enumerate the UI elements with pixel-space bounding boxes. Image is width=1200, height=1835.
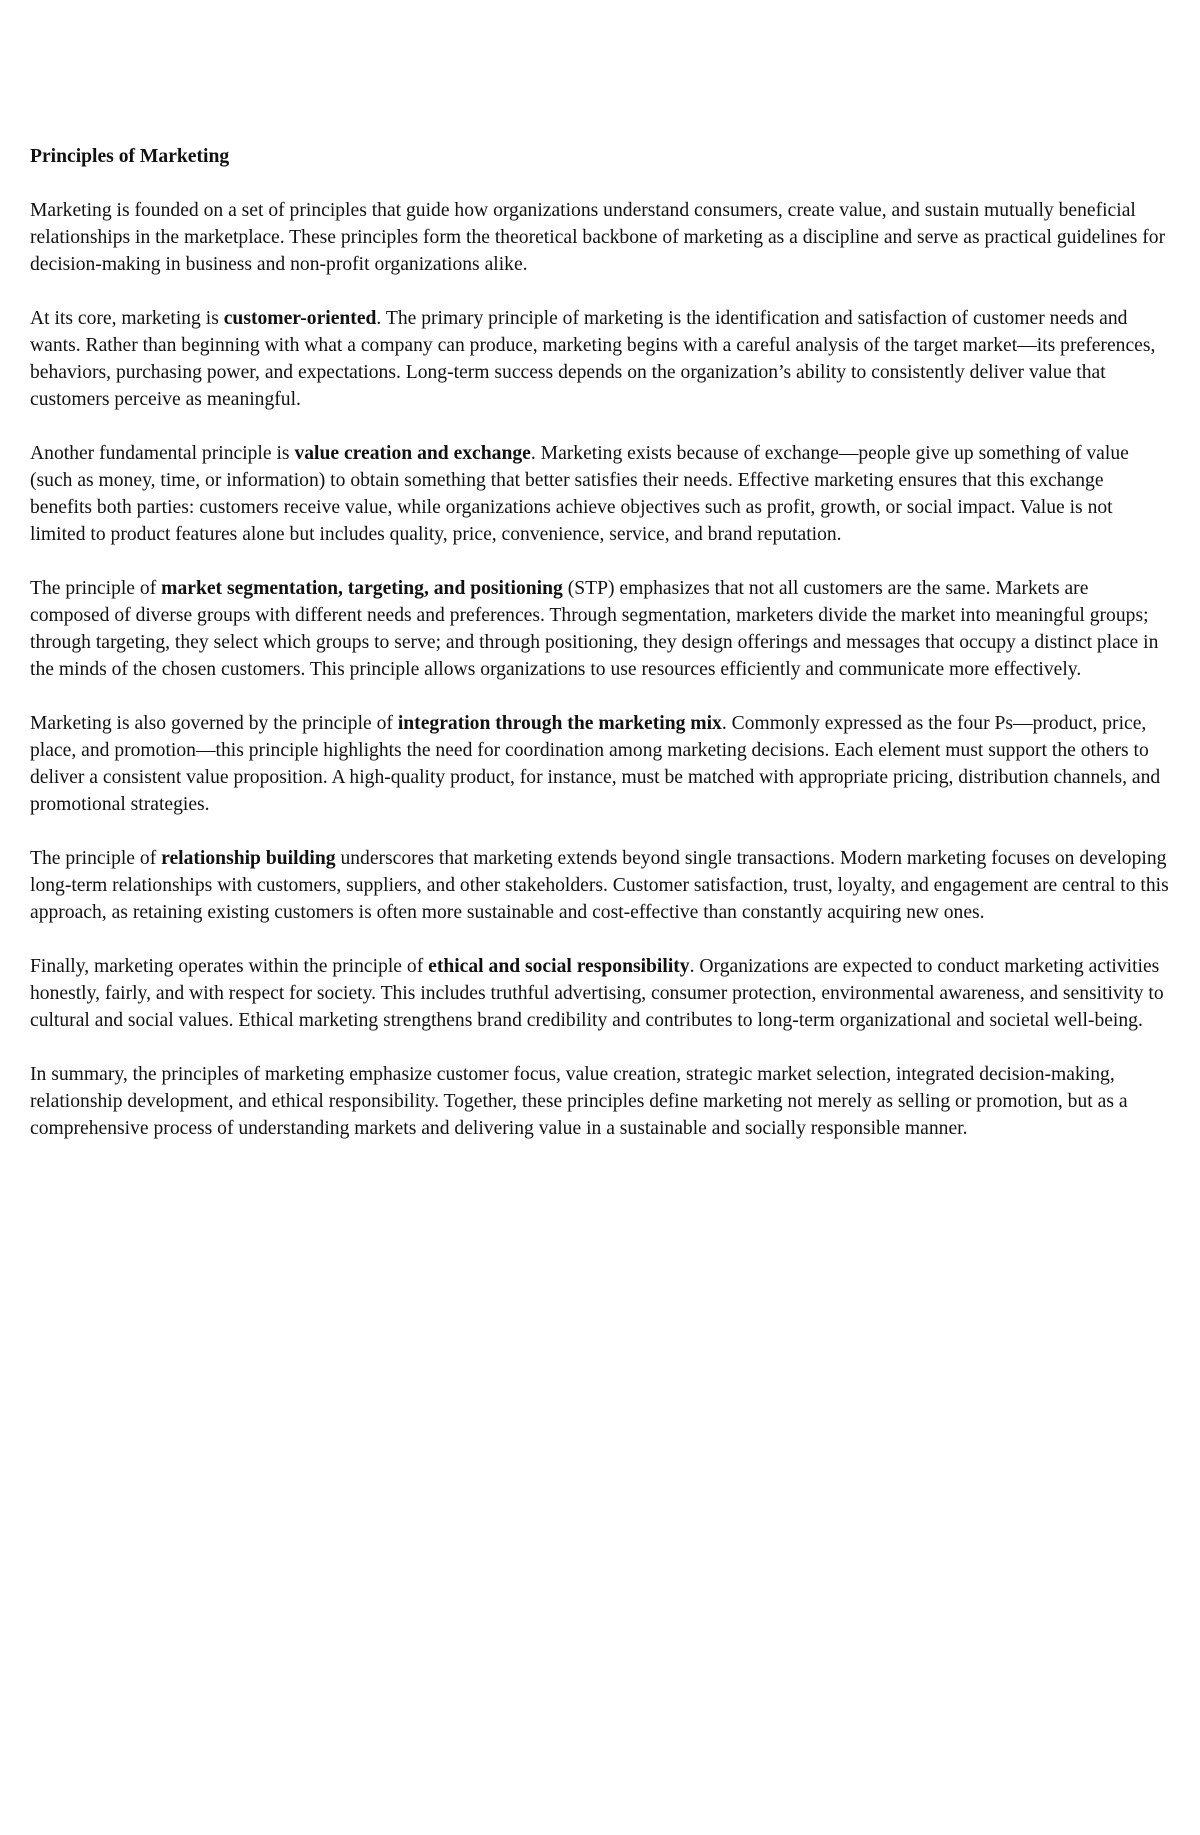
paragraph-text: In summary, the principles of marketing emphasize customer focus, value creation, strategic market selection, integrated decision-making, relationship development, and ethical responsibility. Together, these principles define marketing not merely as selling or promotion, but as a comprehensive process of understanding markets and delivering value in a sustainable and socially responsible manner.: [30, 1064, 1128, 1139]
paragraph-text-before: Finally, marketing operates within the principle of: [30, 956, 429, 977]
paragraph-stp: [30, 575, 1170, 683]
paragraph-value-creation: [30, 440, 1170, 548]
paragraph-introduction: [30, 197, 1170, 278]
document-page: [30, 143, 1170, 1169]
paragraph-text-before: At its core, marketing is: [30, 308, 224, 329]
document-title: Principles of Marketing: [30, 146, 230, 167]
paragraph-text-after: . Organizations are expected to conduct marketing activities honestly, fairly, and with respect for society. This includes truthful advertising, consumer protection, environmental awareness, and sensitivity to cultural and social values. Ethical marketing strengthens brand credibility and contributes to long-term organizational and societal well-being.: [30, 956, 1164, 1031]
paragraph-text-after: (STP) emphasizes that not all customers are the same. Markets are composed of diverse groups with different needs and preferences. Through segmentation, marketers divide the market into meaningful groups; through targeting, they select which groups to serve; and through positioning, they design offerings and messages that occupy a distinct place in the minds of the chosen customers. This principle allows organizations to use resources efficiently and communicate more effectively.: [30, 578, 1159, 680]
paragraph-key-term: relationship building: [161, 848, 336, 869]
paragraph-text-before: The principle of: [30, 578, 162, 599]
paragraph-summary: [30, 1061, 1170, 1142]
paragraph-text-before: The principle of: [30, 848, 162, 869]
paragraph-key-term: market segmentation, targeting, and positioning: [161, 578, 563, 599]
paragraph-key-term: customer-oriented: [223, 308, 377, 329]
paragraph-text-after: . Commonly expressed as the four Ps—product, price, place, and promotion—this principle highlights the need for coordination among marketing decisions. Each element must support the others to deliver a consistent value proposition. A high-quality product, for instance, must be matched with appropriate pricing, distribution channels, and promotional strategies.: [30, 713, 1161, 815]
paragraph-text-before: Another fundamental principle is: [30, 443, 295, 464]
paragraph-ethical-responsibility: [30, 953, 1170, 1034]
paragraph-text-after: . The primary principle of marketing is the identification and satisfaction of customer needs and wants. Rather than beginning with what a company can produce, marketing begins with a careful analysis of the target market—its preferences, behaviors, purchasing power, and expectations. Long-term success depends on the organization’s ability to consistently deliver value that customers perceive as meaningful.: [30, 308, 1156, 410]
paragraph-customer-oriented: [30, 305, 1170, 413]
paragraph-key-term: value creation and exchange: [294, 443, 531, 464]
paragraph-marketing-mix: [30, 710, 1170, 818]
paragraph-text-before: Marketing is also governed by the principle of: [30, 713, 398, 734]
paragraph-text-after: underscores that marketing extends beyond single transactions. Modern marketing focuses on developing long-term relationships with customers, suppliers, and other stakeholders. Customer satisfaction, trust, loyalty, and engagement are central to this approach, as retaining existing customers is often more sustainable and cost-effective than constantly acquiring new ones.: [30, 848, 1169, 923]
paragraph-key-term: integration through the marketing mix: [397, 713, 722, 734]
paragraph-text-after: . Marketing exists because of exchange—people give up something of value (such as money, time, or information) to obtain something that better satisfies their needs. Effective marketing ensures that this exchange benefits both parties: customers receive value, while organizations achieve objectives such as profit, growth, or social impact. Value is not limited to product features alone but includes quality, price, convenience, service, and brand reputation.: [30, 443, 1129, 545]
paragraph-text: Marketing is founded on a set of principles that guide how organizations understand consumers, create value, and sustain mutually beneficial relationships in the marketplace. These principles form the theoretical backbone of marketing as a discipline and serve as practical guidelines for decision-making in business and non-profit organizations alike.: [30, 200, 1166, 275]
paragraph-relationship-building: [30, 845, 1170, 926]
paragraph-key-term: ethical and social responsibility: [428, 956, 690, 977]
